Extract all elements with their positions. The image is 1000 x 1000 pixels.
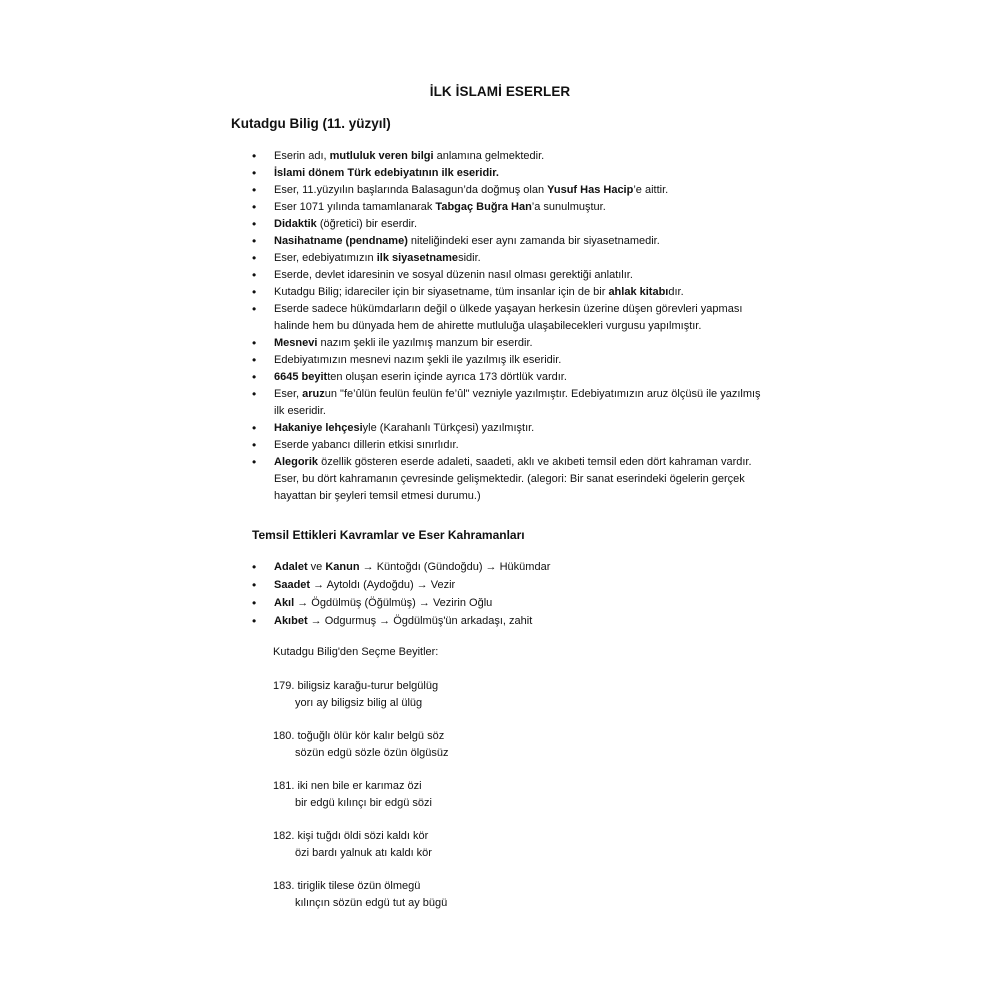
couplet bbox=[273, 778, 449, 812]
couplet bbox=[273, 828, 449, 862]
couplet-line: 183. tiriglik tilese özün ölmegü bbox=[273, 880, 421, 892]
bold-text: Kanun bbox=[325, 561, 360, 573]
bullet-icon: • bbox=[252, 455, 257, 469]
text-run: Eser 1071 yılında tamamlanarak bbox=[274, 201, 436, 213]
bold-text: Mesnevi bbox=[274, 337, 318, 349]
text-run: un "fe’ûlün feulün feulün fe’ûl" vezniyle yazılmıştır. Edebiyatımızın aruz ölçüsü ile yazılmış ilk eseridir. bbox=[274, 388, 761, 417]
bold-text: Saadet bbox=[274, 579, 311, 591]
bold-text: mutluluk veren bilgi bbox=[329, 150, 434, 162]
bullet-icon: • bbox=[252, 200, 257, 214]
couplet bbox=[273, 878, 449, 912]
couplet-line: kılınçın sözün edgü tut ay bügü bbox=[295, 897, 448, 909]
bold-text: Didaktik bbox=[274, 218, 317, 230]
bullet-icon: • bbox=[252, 251, 257, 265]
bold-text: Tabgaç Buğra Han bbox=[435, 201, 532, 213]
bold-text: Akıl bbox=[274, 597, 295, 609]
text-run: sidir. bbox=[458, 252, 481, 264]
text-run: anlamına gelmektedir. bbox=[433, 150, 545, 162]
list-item bbox=[252, 454, 772, 505]
bold-text: Yusuf Has Hacip bbox=[547, 184, 634, 196]
couplet-line: 179. biligsiz karağu-turur belgülüg bbox=[273, 680, 439, 692]
list-item bbox=[252, 612, 772, 630]
bullet-icon: • bbox=[252, 336, 257, 350]
bullet-icon: • bbox=[252, 149, 257, 163]
bullet-icon: • bbox=[252, 183, 257, 197]
text-run: → Aytoldı (Aydoğdu) → Vezir bbox=[310, 579, 456, 591]
list-item bbox=[252, 576, 772, 594]
bullet-icon: • bbox=[252, 268, 257, 282]
text-run: Eser, edebiyatımızın bbox=[274, 252, 377, 264]
list-item bbox=[252, 267, 772, 284]
bullet-icon: • bbox=[252, 560, 257, 574]
bullet-icon: • bbox=[252, 387, 257, 401]
bullet-icon: • bbox=[252, 596, 257, 610]
text-run: → Ögdülmüş (Öğülmüş) → Vezirin Oğlu bbox=[294, 597, 493, 609]
bold-text: aruz bbox=[302, 388, 325, 400]
bold-text: Alegorik bbox=[274, 456, 319, 468]
couplet-line: özi bardı yalnuk atı kaldı kör bbox=[295, 847, 432, 859]
text-run: ’e aittir. bbox=[633, 184, 669, 196]
bullet-icon: • bbox=[252, 166, 257, 180]
text-run: niteliğindeki eser aynı zamanda bir siyasetnamedir. bbox=[407, 235, 660, 247]
text-run: ve bbox=[307, 561, 326, 573]
bold-text: Akıbet bbox=[274, 615, 308, 627]
text-run: Eserde sadece hükümdarların değil o ülkede yaşayan herkesin üzerine düşen görevleri yapması halinde hem bu dünyada hem de ahirette mutluluğa ulaşabilecekleri vurgusu yapılmıştır. bbox=[274, 303, 743, 332]
couplet-line: 180. toğuğlı ölür kör kalır belgü söz bbox=[273, 730, 445, 742]
couplet-line: bir edgü kılınçı bir edgü sözi bbox=[295, 797, 432, 809]
bullet-icon: • bbox=[252, 302, 257, 316]
text-run: Eser, bbox=[274, 388, 303, 400]
list-item bbox=[252, 216, 772, 233]
bold-text: İslami dönem Türk edebiyatının ilk eseridir. bbox=[274, 167, 499, 179]
list-item bbox=[252, 284, 772, 301]
list-item bbox=[252, 148, 772, 165]
text-run: nazım şekli ile yazılmış manzum bir eserdir. bbox=[317, 337, 533, 349]
page-title: İLK İSLAMİ ESERLER bbox=[429, 84, 571, 99]
couplet bbox=[273, 728, 449, 762]
verses-list bbox=[273, 678, 449, 928]
text-run: özellik gösteren eserde adaleti, saadeti, aklı ve akıbeti temsil eden dört kahraman vardır. Eser, bu dört kahramanın çevresinde gelişmektedir. (alegori: Bir sanat eserindeki ögelerin gerçek hayattan bir şeyleri temsil etmesi durumu.) bbox=[274, 456, 752, 502]
couplet-line: yorı ay biligsiz bilig al ülüg bbox=[295, 697, 423, 709]
bullet-icon: • bbox=[252, 234, 257, 248]
feature-bullet-list bbox=[252, 148, 772, 505]
bold-text: 6645 beyit bbox=[274, 371, 328, 383]
text-run: Eserin adı, bbox=[274, 150, 330, 162]
text-run: → Küntoğdı (Gündoğdu) → Hükümdar bbox=[359, 561, 551, 573]
bullet-icon: • bbox=[252, 217, 257, 231]
list-item bbox=[252, 558, 772, 576]
bullet-icon: • bbox=[252, 370, 257, 384]
text-run: ten oluşan eserin içinde ayrıca 173 dörtlük vardır. bbox=[327, 371, 567, 383]
couplet-line: sözün edgü sözle özün ölgüsüz bbox=[295, 747, 449, 759]
bullet-icon: • bbox=[252, 421, 257, 435]
text-run: → Odgurmuş → Ögdülmüş'ün arkadaşı, zahit bbox=[307, 615, 533, 627]
text-run: ’a sunulmuştur. bbox=[531, 201, 606, 213]
list-item bbox=[252, 420, 772, 437]
bold-text: ahlak kitabı bbox=[608, 286, 669, 298]
list-item bbox=[252, 250, 772, 267]
characters-heading: Temsil Ettikleri Kavramlar ve Eser Kahramanları bbox=[252, 528, 525, 542]
verses-intro: Kutadgu Bilig'den Seçme Beyitler: bbox=[273, 646, 439, 658]
text-run: Eser, 11.yüzyılın başlarında Balasagun’da doğmuş olan bbox=[274, 184, 548, 196]
list-item bbox=[252, 335, 772, 352]
list-item bbox=[252, 594, 772, 612]
bullet-icon: • bbox=[252, 578, 257, 592]
bullet-icon: • bbox=[252, 438, 257, 452]
text-run: Edebiyatımızın mesnevi nazım şekli ile yazılmış ilk eseridir. bbox=[274, 354, 562, 366]
list-item bbox=[252, 437, 772, 454]
list-item bbox=[252, 165, 772, 182]
bold-text: Hakaniye lehçesi bbox=[274, 422, 363, 434]
couplet bbox=[273, 678, 449, 712]
text-run: yle (Karahanlı Türkçesi) yazılmıştır. bbox=[362, 422, 535, 434]
bullet-icon: • bbox=[252, 285, 257, 299]
text-run: Eserde yabancı dillerin etkisi sınırlıdır. bbox=[274, 439, 459, 451]
text-run: Kutadgu Bilig; idareciler için bir siyasetname, tüm insanlar için de bir bbox=[274, 286, 609, 298]
bullet-icon: • bbox=[252, 614, 257, 628]
list-item bbox=[252, 199, 772, 216]
text-run: Eserde, devlet idaresinin ve sosyal düzenin nasıl olması gerektiği anlatılır. bbox=[274, 269, 633, 281]
couplet-line: 181. iki nen bile er karımaz özi bbox=[273, 780, 422, 792]
bold-text: Adalet bbox=[274, 561, 308, 573]
section-heading: Kutadgu Bilig (11. yüzyıl) bbox=[231, 116, 391, 131]
bold-text: Nasihatname (pendname) bbox=[274, 235, 408, 247]
couplet-line: 182. kişi tuğdı öldi sözi kaldı kör bbox=[273, 830, 429, 842]
list-item bbox=[252, 386, 772, 420]
characters-bullet-list bbox=[252, 558, 772, 630]
list-item bbox=[252, 233, 772, 250]
list-item bbox=[252, 352, 772, 369]
list-item bbox=[252, 301, 772, 335]
text-run: dır. bbox=[668, 286, 684, 298]
list-item bbox=[252, 182, 772, 199]
bullet-icon: • bbox=[252, 353, 257, 367]
bold-text: ilk siyasetname bbox=[376, 252, 459, 264]
text-run: (öğretici) bir eserdir. bbox=[316, 218, 418, 230]
list-item bbox=[252, 369, 772, 386]
